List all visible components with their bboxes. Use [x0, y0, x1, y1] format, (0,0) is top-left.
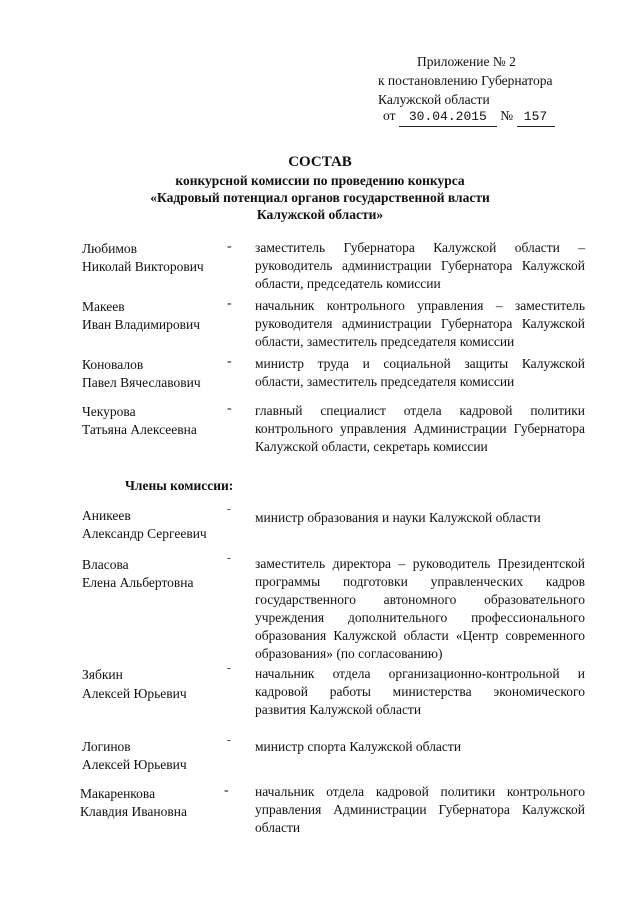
person-given-name: Иван Владимирович: [82, 317, 201, 332]
person-surname: Зябкин: [82, 667, 123, 682]
person-surname: Чекурова: [82, 404, 136, 419]
appendix-label: Приложение № 2: [417, 54, 516, 69]
person-given-name: Александр Сергеевич: [82, 526, 207, 541]
decree-number: 157: [517, 107, 555, 127]
person-given-name: Алексей Юрьевич: [82, 686, 187, 701]
date-number-line: [383, 106, 555, 127]
person-given-name: Николай Викторович: [82, 259, 204, 274]
person-given-name: Клавдия Ивановна: [80, 804, 187, 819]
person-surname: Власова: [82, 557, 129, 572]
person-surname: Аникеев: [82, 508, 131, 523]
person-surname: Логинов: [82, 739, 131, 754]
person-role: министр труда и социальной защиты Калужской области, заместитель председателя комиссии: [255, 356, 585, 389]
person-surname: Любимов: [82, 241, 138, 256]
dash: -: [227, 239, 232, 254]
dash: -: [227, 734, 231, 746]
person-role: заместитель директора – руководитель Президентской программы подготовки управленческих кадров государственного автономного образовательного учреждения дополнительного профессионального образования Калужской области «Центр современного образования» (по согласованию): [255, 556, 585, 661]
dash: -: [224, 783, 229, 798]
dash: -: [227, 552, 231, 564]
person-role: начальник контрольного управления – заместитель руководителя администрации Губернатора Калужской области, заместитель председателя комиссии: [255, 298, 585, 349]
person-given-name: Алексей Юрьевич: [82, 757, 187, 772]
person-role: министр образования и науки Калужской области: [255, 510, 541, 525]
person-role: заместитель Губернатора Калужской области – руководитель администрации Губернатора Калужской области, председатель комиссии: [255, 240, 585, 291]
members-heading: Члены комиссии:: [125, 478, 234, 493]
page-title: СОСТАВ: [288, 154, 352, 170]
decree-label: к постановлению Губернатора: [378, 73, 553, 88]
person-role: министр спорта Калужской области: [255, 739, 462, 754]
title-line-2: конкурсной комиссии по проведению конкурса: [175, 173, 465, 188]
person-surname: Макаренкова: [80, 786, 156, 801]
dash: -: [227, 354, 232, 369]
person-given-name: Елена Альбертовна: [82, 575, 194, 590]
person-role: главный специалист отдела кадровой политики контрольного управления Администрации Губернатора Калужской области, секретарь комиссии: [255, 403, 585, 454]
region-label: Калужской области: [378, 92, 490, 107]
dash: -: [227, 662, 231, 674]
title-line-4: Калужской области»: [256, 207, 384, 222]
person-given-name: Павел Вячеславович: [82, 375, 201, 390]
decree-date: 30.04.2015: [399, 107, 497, 127]
person-given-name: Татьяна Алексеевна: [82, 422, 197, 437]
from-label: от: [383, 108, 396, 123]
person-surname: Коновалов: [82, 357, 144, 372]
title-line-3: «Кадровый потенциал органов государственной власти: [150, 190, 490, 205]
number-label: №: [500, 108, 514, 123]
person-role: начальник отдела организационно-контрольной и кадровой работы министерства экономического развития Калужской области: [255, 666, 585, 717]
dash: -: [227, 401, 232, 416]
person-surname: Макеев: [82, 299, 125, 314]
dash: -: [227, 503, 231, 515]
dash: -: [227, 296, 232, 311]
person-role: начальник отдела кадровой политики контрольного управления Администрации Губернатора Калужской области: [255, 784, 585, 835]
